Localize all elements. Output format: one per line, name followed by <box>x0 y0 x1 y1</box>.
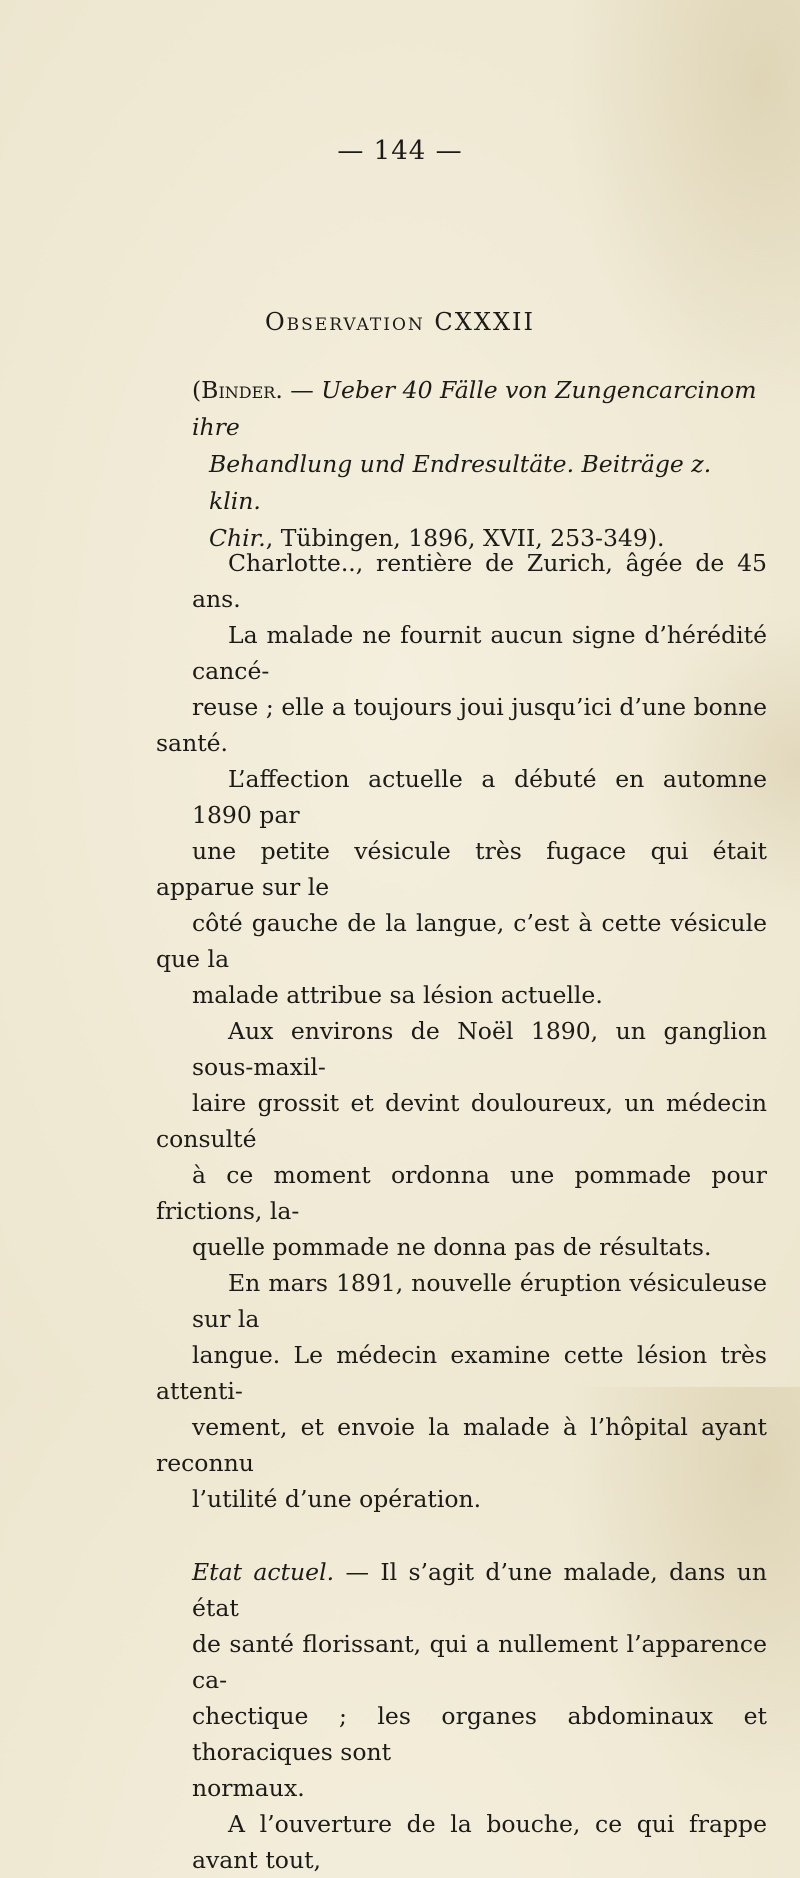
paragraph-line: quelle pommade ne donna pas de résultats. <box>192 1233 712 1261</box>
reference-journal: Chir. <box>209 524 266 552</box>
reference-line-2 <box>192 446 762 520</box>
paragraph-line: En mars 1891, nouvelle éruption vésiculeuse sur la <box>192 1269 767 1333</box>
bibliographic-reference <box>192 372 762 557</box>
paragraph-line: langue. Le médecin examine cette lésion très attenti- <box>156 1341 767 1405</box>
page-number: — 144 — <box>337 136 463 166</box>
reference-title-line-1: Ueber 40 Fälle von Zungencarcinom ihre <box>192 376 757 441</box>
paragraph-line: malade attribue sa lésion actuelle. <box>192 981 603 1009</box>
paragraph-line: de santé florissant, qui a nullement l’apparence ca- <box>192 1630 767 1694</box>
etat-first-line <box>192 1554 767 1626</box>
paragraph-line: L’affection actuelle a débuté en automne 1890 par <box>192 765 767 829</box>
reference-author-cap: B <box>201 376 219 404</box>
paragraph-2 <box>156 617 767 761</box>
paragraph-line: à ce moment ordonna une pommade pour frictions, la- <box>156 1161 767 1225</box>
paragraph-line: laire grossit et devint douloureux, un médecin consulté <box>156 1089 767 1153</box>
body-text <box>156 545 767 1878</box>
heading-prefix-rest: bservation <box>286 308 425 336</box>
paragraph-3 <box>156 761 767 1013</box>
paragraph-line: vement, et envoie la malade à l’hôpital ayant reconnu <box>156 1413 767 1477</box>
reference-author-rest: inder <box>218 376 276 404</box>
paragraph-line: côté gauche de la langue, c’est à cette vésicule que la <box>156 909 767 973</box>
paragraph-line: Charlotte.., rentière de Zurich, âgée de 45 ans. <box>192 549 767 613</box>
heading-numeral: CXXXII <box>434 308 535 336</box>
paragraph-line: reuse ; elle a toujours joui jusqu’ici d’une bonne santé. <box>156 693 767 757</box>
paragraph-1 <box>192 545 767 617</box>
paragraph-4 <box>156 1013 767 1265</box>
paragraph-5 <box>156 1265 767 1517</box>
paragraph-line: l’utilité d’une opération. <box>192 1485 482 1513</box>
heading-prefix-cap: O <box>264 308 287 336</box>
paragraph-line: La malade ne fournit aucun signe d’hérédité cancé- <box>192 621 767 685</box>
section-spacer <box>192 1517 767 1554</box>
etat-label: Etat actuel. <box>192 1558 335 1586</box>
last-paragraph <box>192 1806 767 1878</box>
paragraph-line: chectique ; les organes abdominaux et thoraciques sont <box>192 1702 767 1766</box>
etat-actuel-paragraph <box>192 1554 767 1806</box>
paragraph-line: une petite vésicule très fugace qui était apparue sur le <box>156 837 767 901</box>
observation-heading <box>0 308 800 336</box>
reference-line-1 <box>192 372 762 446</box>
paragraph-line: normaux. <box>192 1774 305 1802</box>
reference-dash: . — <box>275 376 322 404</box>
reference-open-paren: ( <box>192 376 202 404</box>
reference-rest: , Tübingen, 1896, XVII, 253-349). <box>265 524 665 552</box>
reference-title-line-2: Behandlung und Endresultäte. Beiträge z. klin. <box>209 450 712 515</box>
paragraph-line: A l’ouverture de la bouche, ce qui frappe avant tout, <box>192 1810 767 1874</box>
etat-first-rest: — Il s’agit d’une malade, dans un état <box>192 1558 767 1622</box>
paragraph-line: Aux environs de Noël 1890, un ganglion sous-maxil- <box>192 1017 767 1081</box>
